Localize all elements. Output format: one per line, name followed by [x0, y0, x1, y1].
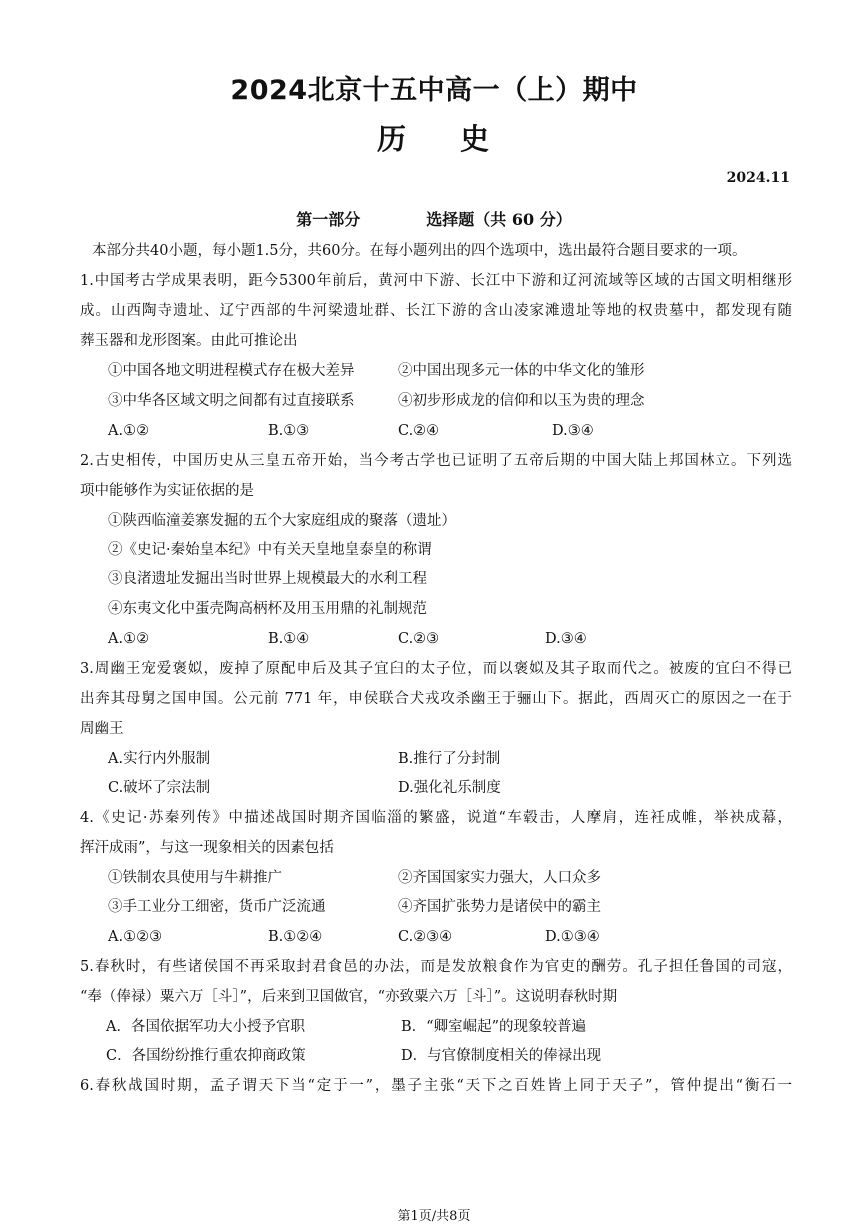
q4-item-4: ④齐国扩张势力是诸侯中的霸主	[398, 899, 601, 915]
q3-option-d: D.强化礼乐制度	[398, 780, 501, 796]
q1-item-3: ③中华各区域文明之间都有过直接联系	[108, 393, 355, 409]
exam-title: 2024北京十五中高一（上）期中	[230, 75, 638, 106]
q2-item-1: ①陕西临潼姜寨发掘的五个大家庭组成的聚落（遗址）	[108, 513, 456, 529]
section-name: 选择题（共 60 分）	[426, 210, 572, 229]
q1-option-c: C.②④	[398, 423, 440, 439]
q1-option-a: A.①②	[108, 423, 150, 439]
q1-option-d: D.③④	[552, 423, 594, 439]
q3-option-c: C.破坏了宗法制	[108, 780, 211, 796]
q5-stem-line-1: 5.春秋时，有些诸侯国不再采取封君食邑的办法，而是发放粮食作为官吏的酬劳。孔子担任鲁国的司寇，	[80, 959, 792, 975]
q4-option-c: C.②③④	[398, 929, 453, 945]
q4-option-a: A.①②③	[108, 929, 163, 945]
q3-option-a: A.实行内外服制	[108, 751, 211, 767]
q2-item-4: ④东夷文化中蛋壳陶高柄杯及用玉用鼎的礼制规范	[108, 601, 427, 617]
q2-option-a: A.①②	[108, 631, 150, 647]
q2-item-3: ③良渚遗址发掘出当时世界上规模最大的水利工程	[108, 571, 427, 587]
q5-stem-line-2: “奉（俸禄）粟六万［斗］”，后来到卫国做官，“亦致粟六万［斗］”。这说明春秋时期	[80, 989, 618, 1005]
q4-option-d: D.①③④	[545, 929, 600, 945]
q2-stem-line-1: 2.古史相传，中国历史从三皇五帝开始，当今考古学也已证明了五帝后期的中国大陆上邦国林立。下列选	[80, 453, 792, 469]
q4-item-3: ③手工业分工细密，货币广泛流通	[108, 899, 326, 915]
section-part: 第一部分	[296, 210, 361, 229]
q2-option-c: C.②③	[398, 631, 440, 647]
q4-stem-line-1: 4.《史记·苏秦列传》中描述战国时期齐国临淄的繁盛，说道“车毂击，人摩肩，连衽成帷，举袂成幕，	[80, 810, 792, 826]
q4-item-2: ②齐国国家实力强大，人口众多	[398, 870, 601, 886]
q5-option-a: A．各国依据军功大小授予官职	[106, 1019, 305, 1035]
q6-stem-line-1: 6.春秋战国时期，孟子谓天下当“定于一”，墨子主张“天下之百姓皆上同于天子”，管仲提出“衡石一	[80, 1078, 792, 1094]
q2-option-d: D.③④	[545, 631, 587, 647]
q1-stem-line-1: 1.中国考古学成果表明，距今5300年前后，黄河中下游、长江中下游和辽河流域等区域的古国文明相继形	[80, 273, 792, 289]
q4-option-b: B.①②④	[268, 929, 323, 945]
q4-stem-line-2: 挥汗成雨”，与这一现象相关的因素包括	[80, 840, 334, 856]
exam-date: 2024.11	[726, 170, 790, 186]
q1-item-1: ①中国各地文明进程模式存在极大差异	[108, 363, 355, 379]
q5-option-d: D．与官僚制度相关的俸禄出现	[401, 1048, 602, 1064]
q1-item-2: ②中国出现多元一体的中华文化的雏形	[398, 363, 645, 379]
section-instructions: 本部分共40小题，每小题1.5分，共60分。在每小题列出的四个选项中，选出最符合题目要求的一项。	[92, 243, 747, 259]
q2-item-2: ②《史记·秦始皇本纪》中有关天皇地皇泰皇的称谓	[108, 542, 432, 558]
page-number: 第1页/共8页	[397, 1209, 471, 1224]
q1-option-b: B.①③	[268, 423, 310, 439]
q1-stem-line-3: 葬玉器和龙形图案。由此可推论出	[80, 333, 298, 349]
section-heading	[0, 207, 868, 230]
q4-item-1: ①铁制农具使用与牛耕推广	[108, 870, 282, 886]
q3-stem-line-2: 出奔其母舅之国申国。公元前 771 年，申侯联合犬戎攻杀幽王于骊山下。据此，西周灭亡的原因之一在于	[80, 691, 792, 707]
q5-option-c: C．各国纷纷推行重农抑商政策	[106, 1048, 306, 1064]
q2-option-b: B.①④	[268, 631, 310, 647]
q3-stem-line-1: 3.周幽王宠爱褒姒，废掉了原配申后及其子宜臼的太子位，而以褒姒及其子取而代之。被废的宜臼不得已	[80, 661, 792, 677]
subject-title: 历 史	[376, 122, 492, 156]
q5-option-b: B．“卿室崛起”的现象较普遍	[401, 1019, 586, 1035]
q1-item-4: ④初步形成龙的信仰和以玉为贵的理念	[398, 393, 645, 409]
q3-option-b: B.推行了分封制	[398, 751, 501, 767]
q1-stem-line-2: 成。山西陶寺遗址、辽宁西部的牛河梁遗址群、长江下游的含山凌家滩遗址等地的权贵墓中，都发现有随	[80, 303, 792, 319]
q3-stem-line-3: 周幽王	[80, 721, 124, 737]
q2-stem-line-2: 项中能够作为实证依据的是	[80, 483, 254, 499]
